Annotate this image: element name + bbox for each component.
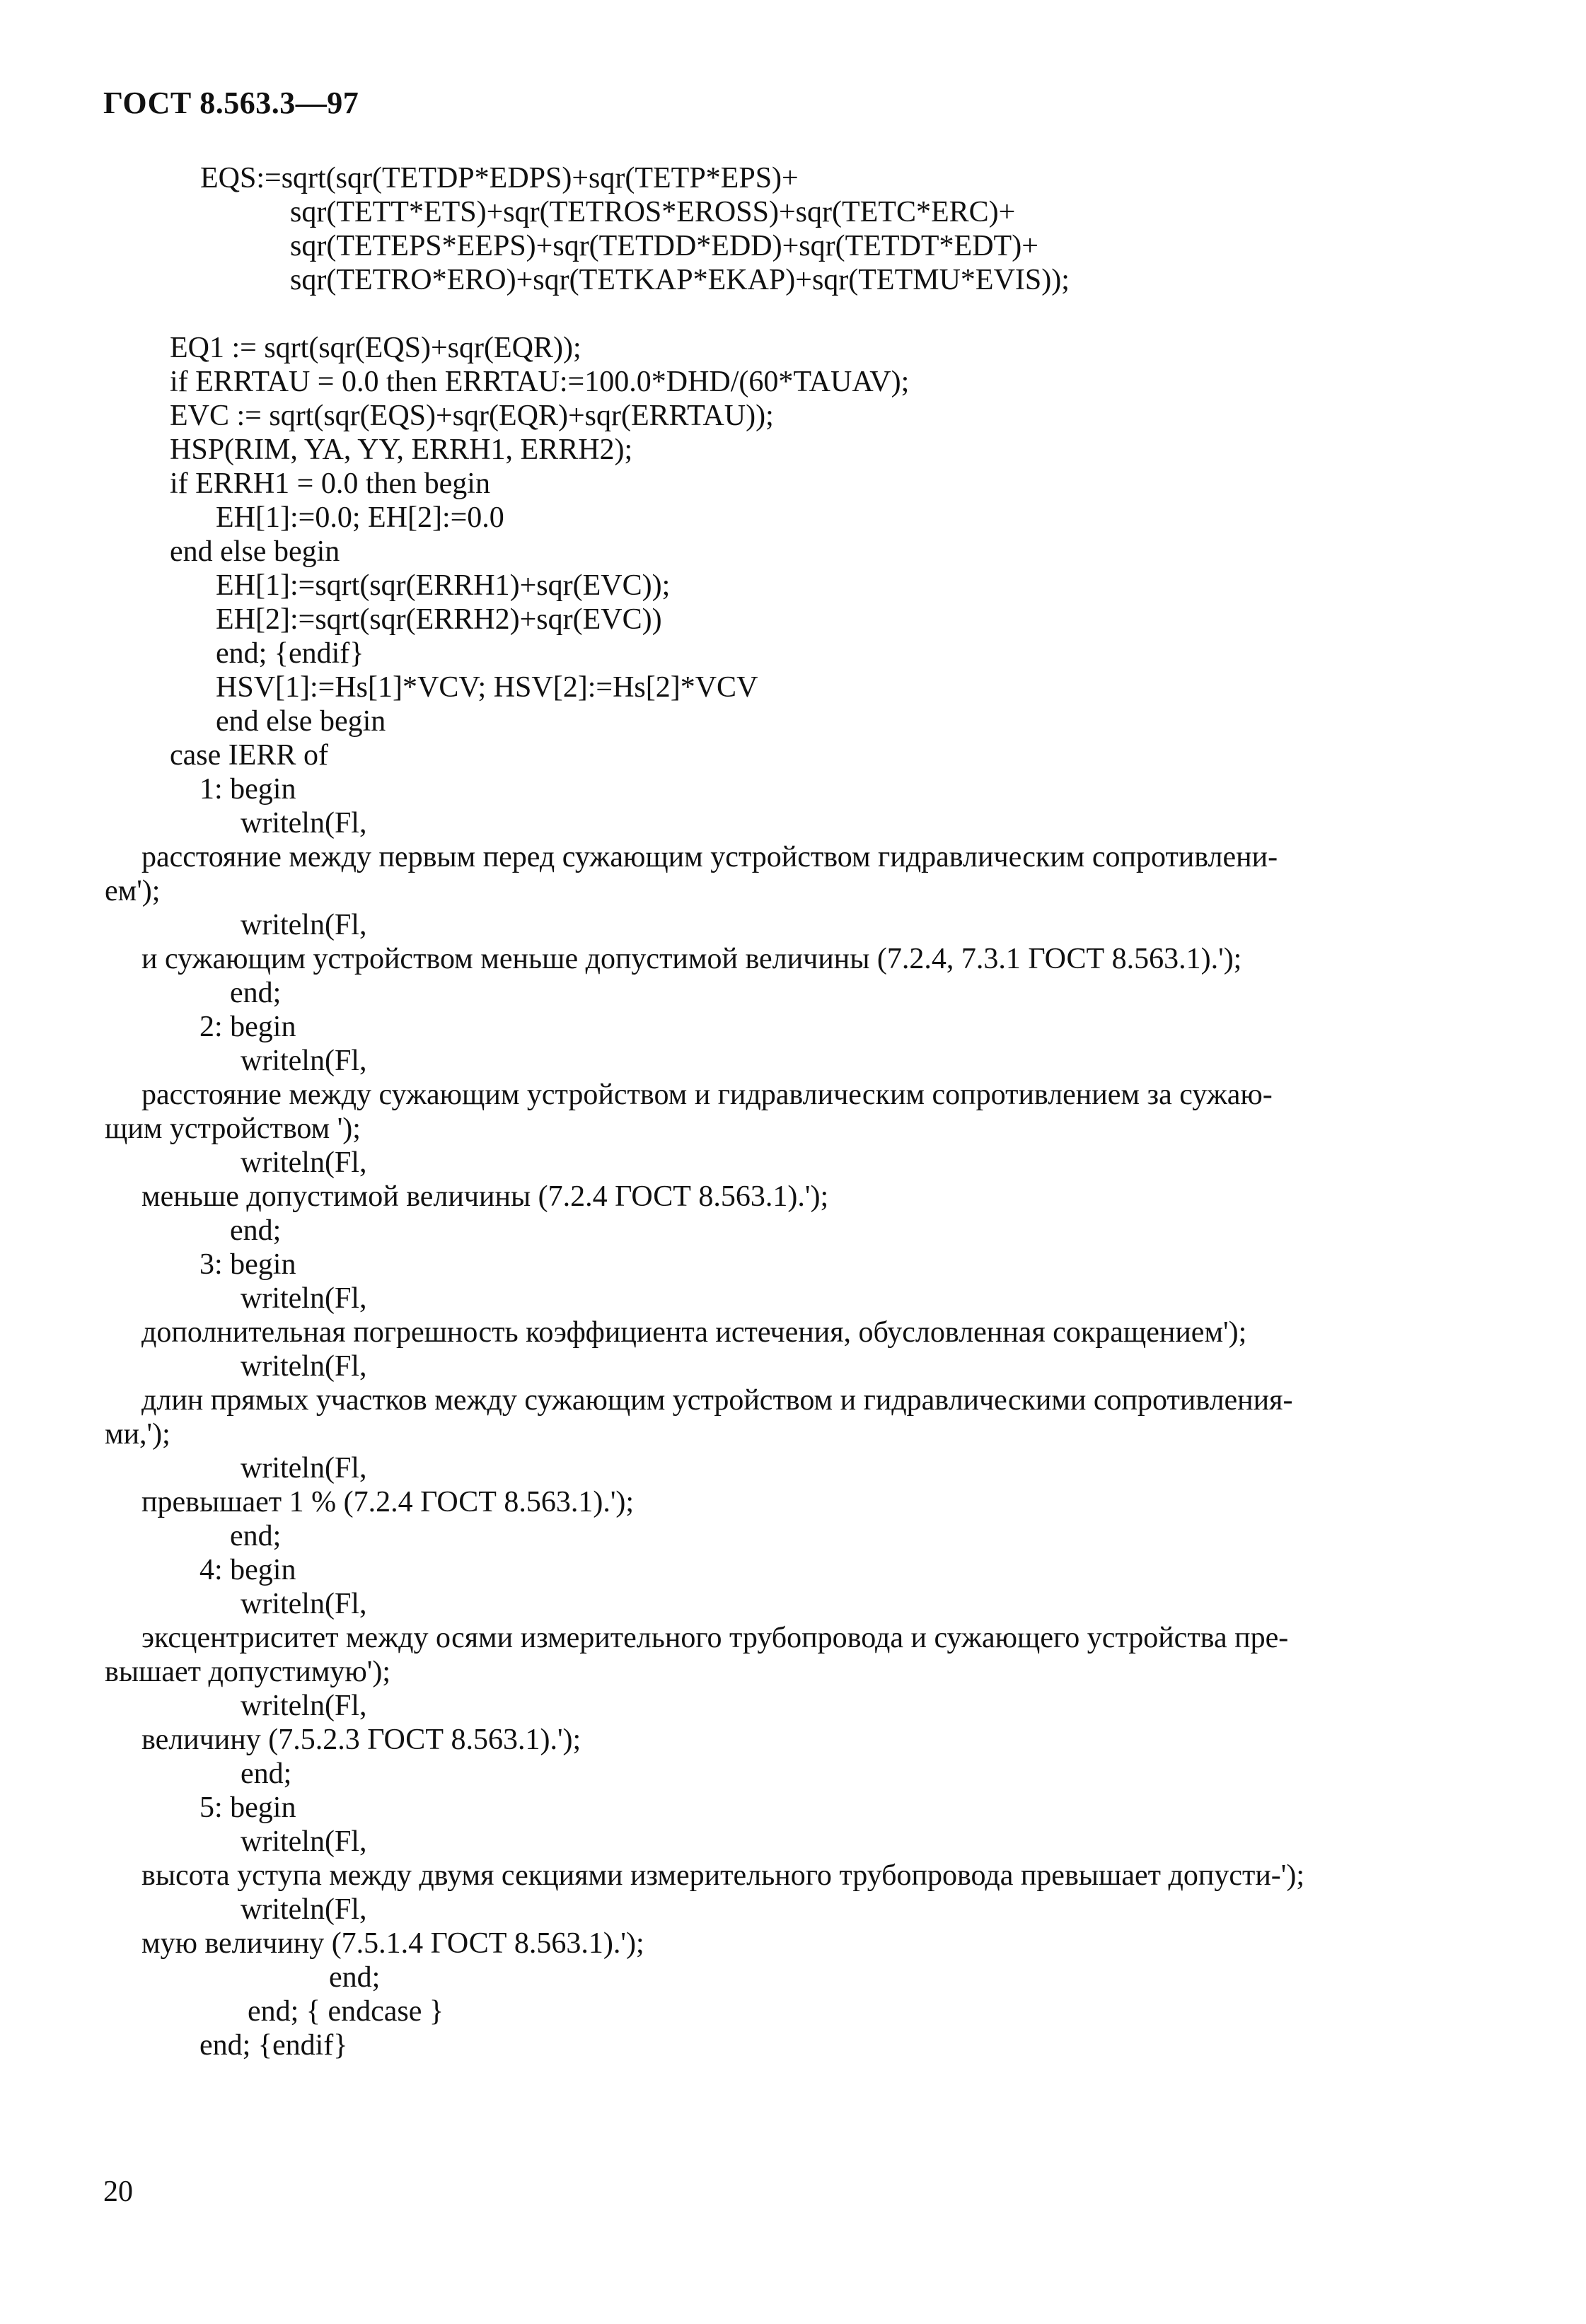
code-line: щим устройством '); (105, 1112, 361, 1145)
code-line: end else begin (170, 535, 340, 568)
code-line: EQS:=sqrt(sqr(TETDP*EDPS)+sqr(TETP*EPS)+ (200, 162, 799, 194)
code-line: 1: begin (199, 773, 296, 806)
code-line: writeln(Fl, (241, 1893, 367, 1926)
code-line: end; { endcase } (248, 1995, 444, 2028)
code-line: writeln(Fl, (241, 909, 367, 941)
page-number: 20 (103, 2175, 133, 2208)
code-line: sqr(TETEPS*EEPS)+sqr(TETDD*EDD)+sqr(TETDT*EDT)+ (290, 230, 1038, 262)
code-line: EQ1 := sqrt(sqr(EQS)+sqr(EQR)); (170, 332, 581, 364)
code-line: EH[2]:=sqrt(sqr(ERRH2)+sqr(EVC)) (216, 603, 662, 636)
code-line: end; (230, 977, 282, 1009)
code-line: превышает 1 % (7.2.4 ГОСТ 8.563.1).'); (141, 1486, 635, 1518)
code-line: writeln(Fl, (241, 1690, 367, 1722)
code-line: end else begin (216, 705, 386, 738)
code-line: writeln(Fl, (241, 1282, 367, 1315)
code-line: writeln(Fl, (241, 1045, 367, 1077)
code-line: end; (329, 1961, 381, 1994)
code-line: и сужающим устройством меньше допустимой величины (7.2.4, 7.3.1 ГОСТ 8.563.1).'); (141, 943, 1242, 975)
code-line: EH[1]:=sqrt(sqr(ERRH1)+sqr(EVC)); (216, 569, 671, 602)
code-line: writeln(Fl, (241, 807, 367, 839)
code-line: величину (7.5.2.3 ГОСТ 8.563.1).'); (141, 1724, 581, 1756)
code-line: if ERRTAU = 0.0 then ERRTAU:=100.0*DHD/(60*TAUAV); (170, 366, 910, 398)
code-line: writeln(Fl, (241, 1825, 367, 1858)
code-line: writeln(Fl, (241, 1146, 367, 1179)
standard-header: ГОСТ 8.563.3—97 (103, 86, 359, 120)
code-line: writeln(Fl, (241, 1452, 367, 1485)
code-line: меньше допустимой величины (7.2.4 ГОСТ 8.563.1).'); (141, 1180, 829, 1213)
code-line: 3: begin (199, 1248, 296, 1281)
code-line: вышает допустимую'); (105, 1656, 391, 1688)
code-line: if ERRH1 = 0.0 then begin (170, 467, 490, 500)
code-line: end; {endif} (216, 637, 364, 670)
code-line: расстояние между сужающим устройством и гидравлическим сопротивлением за сужаю- (141, 1079, 1273, 1111)
code-line: 5: begin (199, 1791, 296, 1824)
code-line: расстояние между первым перед сужающим устройством гидравлическим сопротивлени- (141, 841, 1278, 873)
code-line: end; {endif} (199, 2029, 348, 2062)
code-line: 2: begin (199, 1011, 296, 1043)
code-line: длин прямых участков между сужающим устройством и гидравлическими сопротивления- (141, 1384, 1293, 1417)
code-line: end; (241, 1757, 292, 1790)
code-line: end; (230, 1520, 282, 1552)
code-line: EH[1]:=0.0; EH[2]:=0.0 (216, 501, 504, 534)
code-line: HSP(RIM, YA, YY, ERRH1, ERRH2); (170, 434, 633, 466)
code-line: sqr(TETRO*ERO)+sqr(TETKAP*EKAP)+sqr(TETMU*EVIS)); (290, 264, 1070, 296)
code-line: эксцентриситет между осями измерительного трубопровода и сужающего устройства пре- (141, 1622, 1289, 1654)
code-line: 4: begin (199, 1554, 296, 1586)
code-line: ми,'); (105, 1418, 170, 1451)
code-line: writeln(Fl, (241, 1588, 367, 1620)
code-line: end; (230, 1214, 282, 1247)
code-line: sqr(TETT*ETS)+sqr(TETROS*EROSS)+sqr(TETC*ERC)+ (290, 196, 1016, 228)
code-line: мую величину (7.5.1.4 ГОСТ 8.563.1).'); (141, 1927, 644, 1960)
code-line: дополнительная погрешность коэффициента истечения, обусловленная сокращением'); (141, 1316, 1247, 1349)
code-line: HSV[1]:=Hs[1]*VCV; HSV[2]:=Hs[2]*VCV (216, 671, 758, 704)
code-line: ем'); (105, 875, 161, 907)
code-line: EVC := sqrt(sqr(EQS)+sqr(EQR)+sqr(ERRTAU)); (170, 400, 774, 432)
code-line: writeln(Fl, (241, 1350, 367, 1383)
code-line: case IERR of (170, 739, 328, 772)
code-line: высота уступа между двумя секциями измерительного трубопровода превышает допусти-'); (141, 1859, 1305, 1892)
